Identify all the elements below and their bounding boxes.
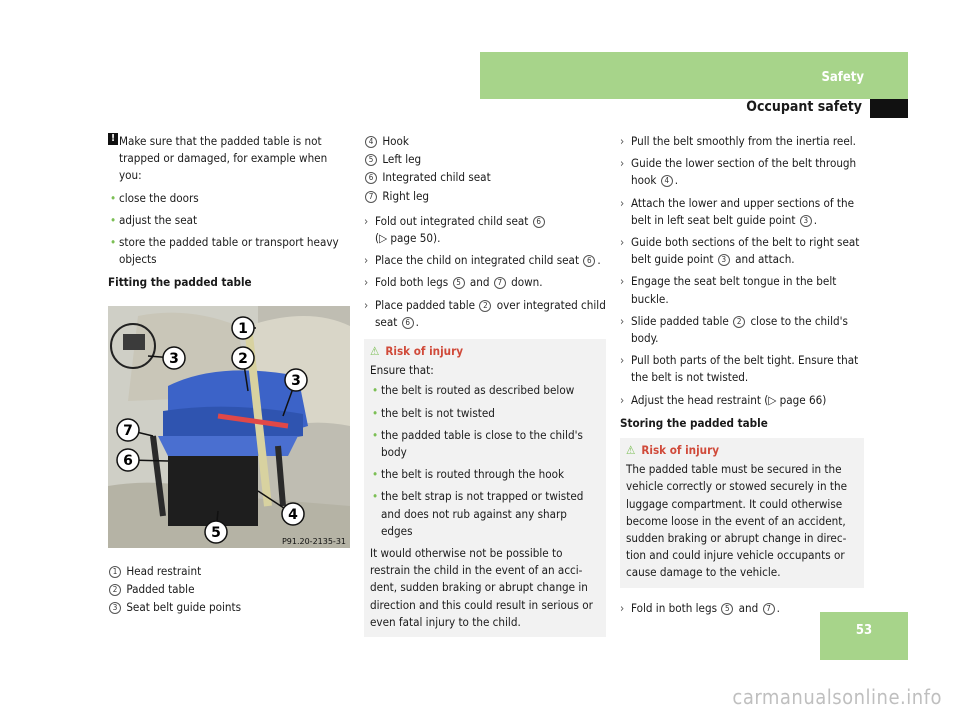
svg-text:2: 2 — [238, 350, 248, 367]
warning-text: The padded table must be secured in the vehicle correctly or stowed securely in the luggage compartment. It could otherwise become loose in the event of an accident, sudden braking or abrupt change in direc- tion and could injure vehicle occupants or cause damage to the vehicle. — [626, 462, 848, 580]
step-arrow-icon: › — [620, 235, 625, 250]
section-heading: Fitting the padded table — [108, 275, 252, 290]
header-marker — [870, 99, 908, 118]
step: › Guide both sections of the belt to right seat belt guide point 3 and attach. — [620, 235, 860, 267]
step-arrow-icon: › — [364, 213, 369, 228]
warning-box — [620, 438, 864, 588]
svg-text:3: 3 — [169, 350, 179, 367]
step: › Fold in both legs 5 and 7 . — [620, 600, 864, 617]
column-2 — [364, 133, 606, 637]
warning-bullet: • the padded table is close to the child's body — [372, 427, 583, 460]
step-arrow-icon: › — [620, 156, 625, 171]
warning-box — [364, 339, 606, 637]
step-arrow-icon: › — [620, 313, 625, 328]
step: › Pull both parts of the belt tight. Ensure that the belt is not twisted. — [620, 353, 859, 385]
svg-text:6: 6 — [123, 452, 133, 469]
step: › Adjust the head restraint (▷ page 66) — [620, 392, 864, 409]
page-number-box — [820, 612, 908, 660]
note-icon: ! — [108, 133, 118, 145]
svg-text:3: 3 — [291, 372, 301, 389]
warning-bullet: • the belt is not twisted — [372, 405, 495, 420]
step-arrow-icon: › — [620, 195, 625, 210]
svg-text:7: 7 — [123, 422, 133, 439]
step: › Fold both legs 5 and 7 down. — [364, 274, 606, 291]
step-arrow-icon: › — [364, 253, 369, 268]
step-arrow-icon: › — [620, 134, 625, 148]
section-heading: Storing the padded table — [620, 415, 768, 430]
warning-intro: Ensure that: — [370, 363, 434, 378]
legend-item: 1 Head restraint — [108, 563, 350, 580]
step: › Fold out integrated child seat 6 (▷ page 50). — [364, 213, 606, 247]
legend-item: 7 Right leg — [364, 188, 606, 205]
column-3 — [620, 133, 864, 622]
list-item: • close the doors — [110, 190, 199, 205]
svg-text:4: 4 — [288, 506, 298, 523]
page-number: 53 — [855, 623, 873, 638]
warning-triangle-icon: ⚠ — [626, 443, 636, 458]
step: › Attach the lower and upper sections of the belt in left seat belt guide point 3 . — [620, 195, 855, 227]
padded-table-photo — [108, 306, 350, 548]
page-title: Occupant safety — [746, 99, 862, 115]
legend-item: 4 Hook — [364, 133, 606, 150]
legend-item: 3 Seat belt guide points — [108, 599, 350, 616]
section-tab — [480, 52, 908, 99]
legend-item: 5 Left leg — [364, 151, 606, 168]
watermark: carmanualsonline.info — [732, 684, 942, 709]
step: › Pull the belt smoothly from the inertia reel. — [620, 133, 864, 150]
svg-text:1: 1 — [238, 320, 248, 337]
step-arrow-icon: › — [620, 392, 625, 407]
step: › Place the child on integrated child seat 6 . — [364, 252, 606, 269]
step: › Engage the seat belt tongue in the belt buckle. — [620, 274, 837, 306]
section-label: Safety — [821, 70, 864, 85]
warning-bullet: • the belt is routed through the hook — [372, 467, 564, 482]
step-arrow-icon: › — [620, 600, 625, 615]
step-arrow-icon: › — [364, 275, 369, 290]
legend-item: 2 Padded table — [108, 581, 350, 598]
svg-text:5: 5 — [211, 524, 221, 541]
step-arrow-icon: › — [364, 297, 369, 312]
warning-title: ⚠ Risk of injury — [370, 344, 464, 359]
warning-bullet: • the belt is routed as described below — [372, 383, 575, 398]
step: › Slide padded table 2 close to the child's body. — [620, 313, 848, 346]
step: › Guide the lower section of the belt through hook 4 . — [620, 156, 857, 188]
step-arrow-icon: › — [620, 353, 625, 368]
column-1 — [108, 133, 350, 617]
warning-bullet: • the belt strap is not trapped or twisted and does not rub against any sharp edges — [372, 489, 584, 538]
warning-text: It would otherwise not be possible to restrain the child in the event of an acci- dent, sudden braking or abrupt change in direction and this could result in serious or even fatal injury to the child. — [370, 546, 593, 629]
list-item: • store the padded table or transport heavy objects — [110, 235, 339, 267]
photo-code: P91.20-2135-31 — [281, 536, 346, 546]
note: ! Make sure that the padded table is not trapped or damaged, for example when you: — [108, 133, 350, 185]
step: › Place padded table 2 over integrated child seat 6 . — [364, 297, 606, 329]
warning-triangle-icon: ⚠ — [370, 344, 380, 359]
list-item: • adjust the seat — [110, 212, 198, 227]
step-arrow-icon: › — [620, 274, 625, 289]
legend-item: 6 Integrated child seat — [364, 169, 606, 186]
warning-title: ⚠ Risk of injury — [626, 443, 720, 458]
